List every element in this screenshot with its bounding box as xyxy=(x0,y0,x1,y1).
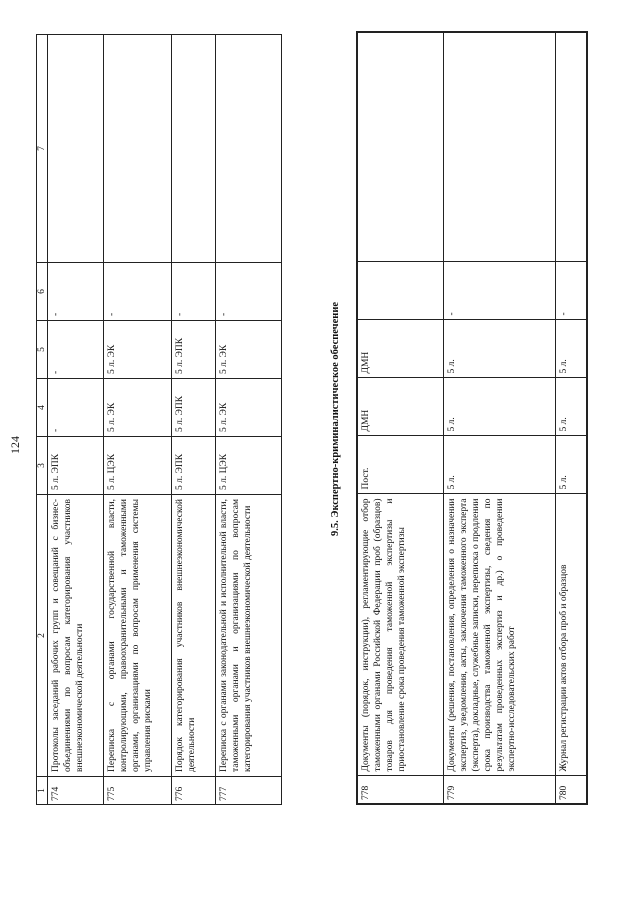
note-cell xyxy=(443,32,555,262)
retention-cell: 5 л. ЭПК xyxy=(172,437,216,495)
article-description: Документы (порядок, инструкции), регламентирующие отбор таможенными органами Российской Федерации проб (образцов) товаров для проведения таможенной экспертизы и приостановление срока проведения таможенной экспертизы xyxy=(357,494,443,776)
section-title: 9.5. Экспертно-криминалистическое обеспечение xyxy=(330,301,341,537)
retention-cell: 5 л. xyxy=(443,378,555,436)
retention-cell: 5 л. ЭК xyxy=(104,321,172,379)
retention-cell: - xyxy=(48,379,104,437)
note-cell xyxy=(555,32,587,262)
retention-cell xyxy=(357,262,443,320)
note-cell xyxy=(357,32,443,262)
header-cell: 1 xyxy=(37,777,48,805)
retention-cell: 5 л. xyxy=(555,378,587,436)
retention-cell: 5 л. ЦЭК xyxy=(104,437,172,495)
page-number: 124 xyxy=(8,436,22,454)
table-row xyxy=(216,35,282,805)
retention-cell: 5 л. xyxy=(443,320,555,378)
article-description: Переписка с органами государственной власти, контролирующими, правоохранительными и таможенными органами, организациями по вопросам применения системы управления рисками xyxy=(104,495,172,777)
retention-cell: - xyxy=(555,262,587,320)
retention-cell: Пост. xyxy=(357,436,443,494)
article-number: 780 xyxy=(555,776,587,804)
retention-cell: ДМН xyxy=(357,320,443,378)
table-row xyxy=(48,35,104,805)
note-cell xyxy=(216,35,282,263)
retention-cell: ДМН xyxy=(357,378,443,436)
header-cell: 2 xyxy=(37,495,48,777)
retention-cell: - xyxy=(172,263,216,321)
table-row xyxy=(357,32,443,804)
note-cell xyxy=(172,35,216,263)
article-number: 775 xyxy=(104,777,172,805)
table-header-row xyxy=(37,35,48,805)
retention-cell: 5 л. xyxy=(555,320,587,378)
header-cell: 6 xyxy=(37,263,48,321)
retention-cell: 5 л. ЭК xyxy=(104,379,172,437)
article-description: Порядок категорирования участников внешнеэкономической деятельности xyxy=(172,495,216,777)
records-table-top xyxy=(36,34,282,805)
retention-cell: 5 л. xyxy=(443,436,555,494)
retention-cell: - xyxy=(48,263,104,321)
retention-cell: 5 л. ЭК xyxy=(216,379,282,437)
header-cell: 4 xyxy=(37,379,48,437)
retention-cell: 5 л. ЭПК xyxy=(172,321,216,379)
article-number: 777 xyxy=(216,777,282,805)
retention-cell: 5 л. ЭК xyxy=(216,321,282,379)
table-row xyxy=(443,32,555,804)
records-table-bottom xyxy=(356,31,588,805)
article-description: Переписка с органами законодательной и исполнительной власти, таможенными органами и организациями по вопросам категорирования участников внешнеэкономической деятельности xyxy=(216,495,282,777)
header-cell: 5 xyxy=(37,321,48,379)
table-row xyxy=(172,35,216,805)
retention-cell: 5 л. ЦЭК xyxy=(216,437,282,495)
retention-cell: - xyxy=(216,263,282,321)
retention-cell: 5 л. ЭПК xyxy=(48,437,104,495)
article-description: Журнал регистрации актов отбора проб и образцов xyxy=(555,494,587,776)
retention-cell: 5 л. ЭПК xyxy=(172,379,216,437)
note-cell xyxy=(48,35,104,263)
article-number: 774 xyxy=(48,777,104,805)
retention-cell: - xyxy=(104,263,172,321)
note-cell xyxy=(104,35,172,263)
article-number: 779 xyxy=(443,776,555,804)
header-cell: 7 xyxy=(37,35,48,263)
header-cell: 3 xyxy=(37,437,48,495)
article-number: 778 xyxy=(357,776,443,804)
article-description: Документы (решения, постановления, определения о назначении экспертиз, уведомления, акты, заключения таможенного эксперта (эксперта), докладные, служебные записки, переписка о продлении срока производства таможенной экспертизы, сведения по результатам проведенных экспертиз и др.) о проведении экспертно-исследовательских работ xyxy=(443,494,555,776)
article-description: Протоколы заседаний рабочих групп и совещаний с бизнес-объединениями по вопросам категорирования участников внешнеэкономической деятельности xyxy=(48,495,104,777)
article-number: 776 xyxy=(172,777,216,805)
table-row xyxy=(555,32,587,804)
retention-cell: - xyxy=(443,262,555,320)
table-row xyxy=(104,35,172,805)
retention-cell: 5 л. xyxy=(555,436,587,494)
retention-cell: - xyxy=(48,321,104,379)
